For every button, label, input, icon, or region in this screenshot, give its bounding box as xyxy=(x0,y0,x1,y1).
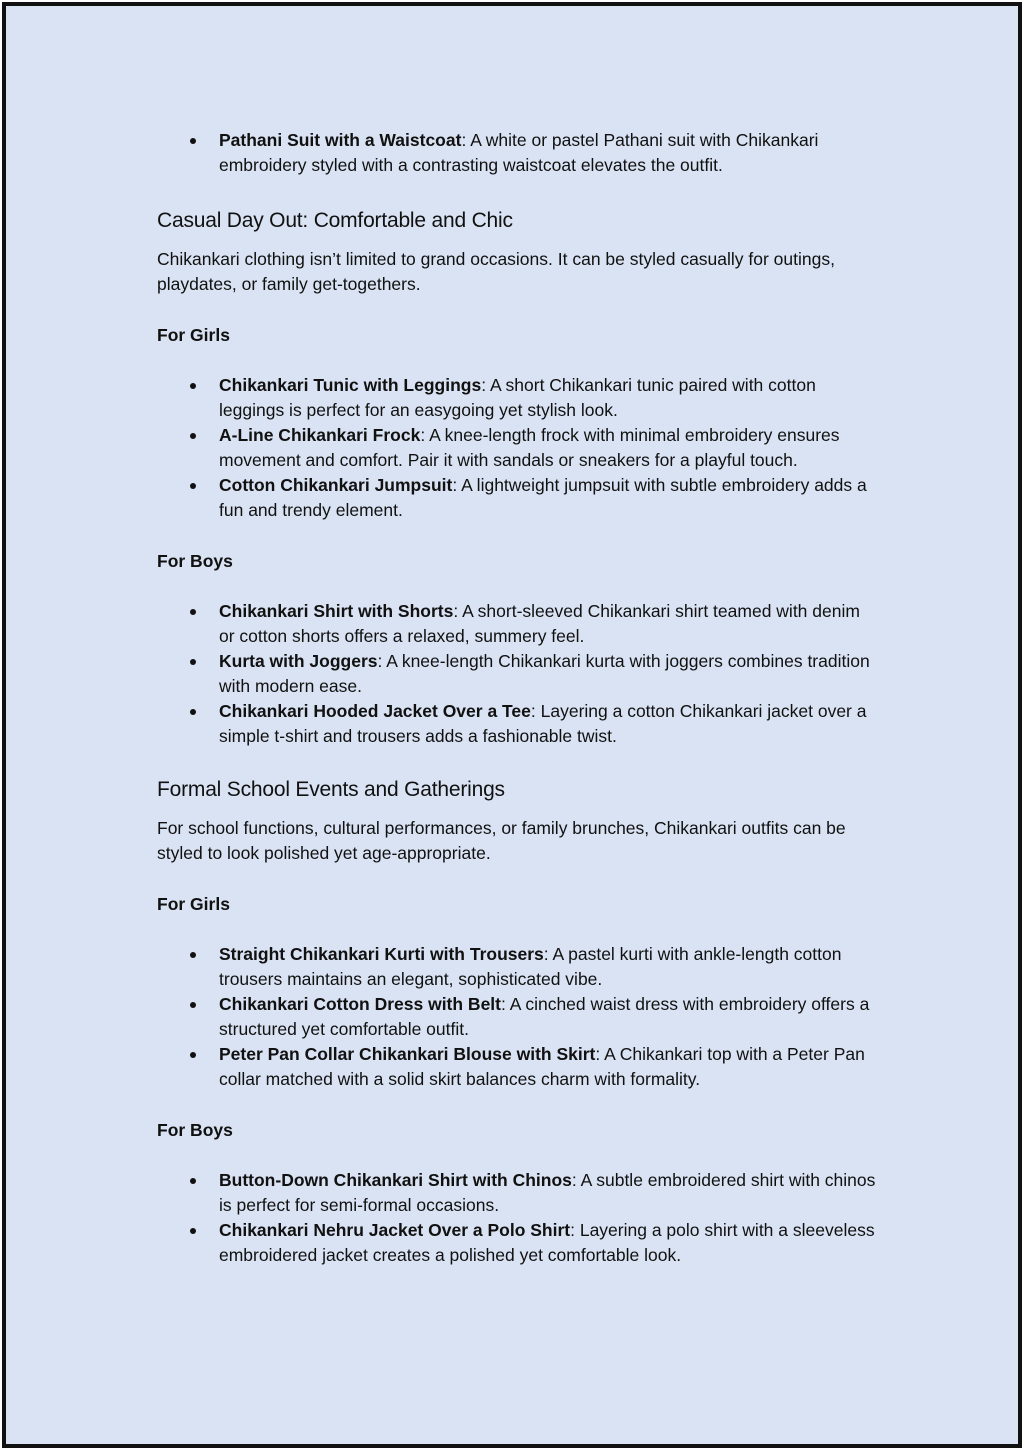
list-item xyxy=(219,473,877,523)
list-item xyxy=(219,599,877,649)
item-desc: : A pastel kurti with ankle-length cotton trousers maintains an elegant, sophisticated vibe. xyxy=(219,944,842,989)
intro-list xyxy=(157,128,877,178)
casual-boys-list xyxy=(157,599,877,749)
subheading-formal-girls: For Girls xyxy=(157,894,230,914)
item-desc: : A knee-length Chikankari kurta with joggers combines tradition with modern ease. xyxy=(219,651,870,696)
item-title: Straight Chikankari Kurti with Trousers xyxy=(219,944,544,964)
item-title: Chikankari Shirt with Shorts xyxy=(219,601,454,621)
item-title: Button-Down Chikankari Shirt with Chinos xyxy=(219,1170,572,1190)
item-desc: : A subtle embroidered shirt with chinos is perfect for semi-formal occasions. xyxy=(219,1170,876,1215)
item-desc: : A Chikankari top with a Peter Pan collar matched with a solid skirt balances charm with formality. xyxy=(219,1044,865,1089)
casual-girls-list xyxy=(157,373,877,523)
item-desc: : Layering a polo shirt with a sleeveless embroidered jacket creates a polished yet comfortable look. xyxy=(219,1220,875,1265)
item-title: Kurta with Joggers xyxy=(219,651,378,671)
section-heading-casual: Casual Day Out: Comfortable and Chic xyxy=(157,209,513,232)
item-desc: : A white or pastel Pathani suit with Chikankari embroidery styled with a contrasting waistcoat elevates the outfit. xyxy=(219,130,819,175)
list-item xyxy=(219,128,877,178)
list-item xyxy=(219,992,877,1042)
section-paragraph-formal: For school functions, cultural performances, or family brunches, Chikankari outfits can be styled to look polished yet age-appropriate. xyxy=(157,818,846,863)
item-desc: : Layering a cotton Chikankari jacket over a simple t-shirt and trousers adds a fashionable twist. xyxy=(219,701,867,746)
item-title: Chikankari Cotton Dress with Belt xyxy=(219,994,501,1014)
document-content xyxy=(157,128,877,1268)
item-desc: : A short Chikankari tunic paired with cotton leggings is perfect for an easygoing yet stylish look. xyxy=(219,375,816,420)
item-title: Peter Pan Collar Chikankari Blouse with Skirt xyxy=(219,1044,596,1064)
item-title: A-Line Chikankari Frock xyxy=(219,425,421,445)
item-desc: : A short-sleeved Chikankari shirt teamed with denim or cotton shorts offers a relaxed, summery feel. xyxy=(219,601,860,646)
list-item xyxy=(219,942,877,992)
section-paragraph-casual: Chikankari clothing isn’t limited to grand occasions. It can be styled casually for outings, playdates, or family get-togethers. xyxy=(157,249,835,294)
item-title: Chikankari Tunic with Leggings xyxy=(219,375,482,395)
item-title: Chikankari Hooded Jacket Over a Tee xyxy=(219,701,531,721)
document-page xyxy=(2,2,1022,1448)
list-item xyxy=(219,423,877,473)
subheading-casual-girls: For Girls xyxy=(157,325,230,345)
list-item xyxy=(219,649,877,699)
list-item xyxy=(219,373,877,423)
item-desc: : A cinched waist dress with embroidery offers a structured yet comfortable outfit. xyxy=(219,994,870,1039)
item-title: Pathani Suit with a Waistcoat xyxy=(219,130,462,150)
list-item xyxy=(219,1042,877,1092)
list-item xyxy=(219,1168,877,1218)
formal-girls-list xyxy=(157,942,877,1092)
subheading-casual-boys: For Boys xyxy=(157,551,233,571)
item-title: Chikankari Nehru Jacket Over a Polo Shirt xyxy=(219,1220,571,1240)
item-desc: : A lightweight jumpsuit with subtle embroidery adds a fun and trendy element. xyxy=(219,475,867,520)
section-heading-formal: Formal School Events and Gatherings xyxy=(157,778,505,801)
item-title: Cotton Chikankari Jumpsuit xyxy=(219,475,453,495)
subheading-formal-boys: For Boys xyxy=(157,1120,233,1140)
list-item xyxy=(219,699,877,749)
item-desc: : A knee-length frock with minimal embroidery ensures movement and comfort. Pair it with sandals or sneakers for a playful touch. xyxy=(219,425,840,470)
list-item xyxy=(219,1218,877,1268)
formal-boys-list xyxy=(157,1168,877,1268)
